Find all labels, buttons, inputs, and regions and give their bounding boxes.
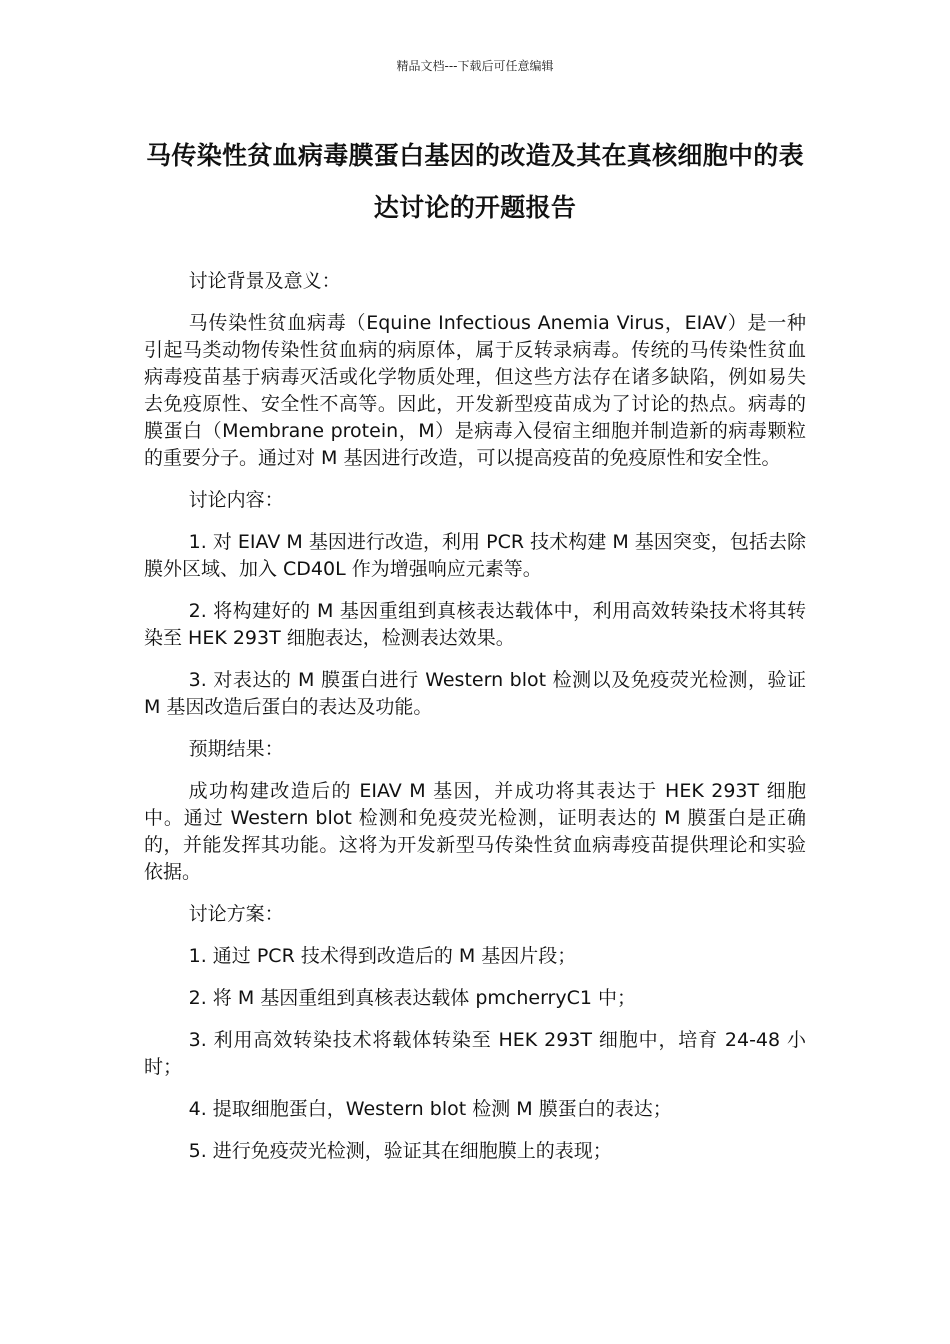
content-item-1: 1. 对 EIAV M 基因进行改造，利用 PCR 技术构建 M 基因突变，包括去除膜外区域、加入 CD40L 作为增强响应元素等。 [144,531,806,580]
plan-item-1: 1. 通过 PCR 技术得到改造后的 M 基因片段； [188,945,577,967]
plan-item-4: 4. 提取细胞蛋白，Western blot 检测 M 膜蛋白的表达； [188,1098,672,1120]
section-heading-expected-results: 预期结果： [188,738,284,760]
plan-item-3: 3. 利用高效转染技术将载体转染至 HEK 293T 细胞中，培育 24-48 小时； [144,1029,806,1078]
header-note: 精品文档---下载后可任意编辑 [396,59,554,73]
content-item-2: 2. 将构建好的 M 基因重组到真核表达载体中，利用高效转染技术将其转染至 HEK 293T 细胞表达，检测表达效果。 [144,600,806,649]
document-body [144,268,806,1180]
document-title: 马传染性贫血病毒膜蛋白基因的改造及其在真核细胞中的表达讨论的开题报告 [146,141,804,222]
paragraph-background: 马传染性贫血病毒（Equine Infectious Anemia Virus，EIAV）是一种引起马类动物传染性贫血病的病原体，属于反转录病毒。传统的马传染性贫血病毒疫苗基于病毒灭活或化学物质处理，但这些方法存在诸多缺陷，例如易失去免疫原性、安全性不高等。因此，开发新型疫苗成为了讨论的热点。病毒的膜蛋白（Membrane protein，M）是病毒入侵宿主细胞并制造新的病毒颗粒的重要分子。通过对 M 基因进行改造，可以提高疫苗的免疫原性和安全性。 [144,312,806,469]
paragraph-expected-results: 成功构建改造后的 EIAV M 基因，并成功将其表达于 HEK 293T 细胞中。通过 Western blot 检测和免疫荧光检测，证明表达的 M 膜蛋白是正确的，并能发挥其功能。这将为开发新型马传染性贫血病毒疫苗提供理论和实验依据。 [144,780,806,883]
plan-item-5: 5. 进行免疫荧光检测，验证其在细胞膜上的表现； [188,1140,612,1162]
content-item-3: 3. 对表达的 M 膜蛋白进行 Western blot 检测以及免疫荧光检测，验证 M 基因改造后蛋白的表达及功能。 [144,669,806,718]
section-heading-content: 讨论内容： [188,489,284,511]
section-heading-plan: 讨论方案： [188,903,284,925]
plan-item-2: 2. 将 M 基因重组到真核表达载体 pmcherryC1 中； [188,987,636,1009]
section-heading-background: 讨论背景及意义： [188,270,341,292]
